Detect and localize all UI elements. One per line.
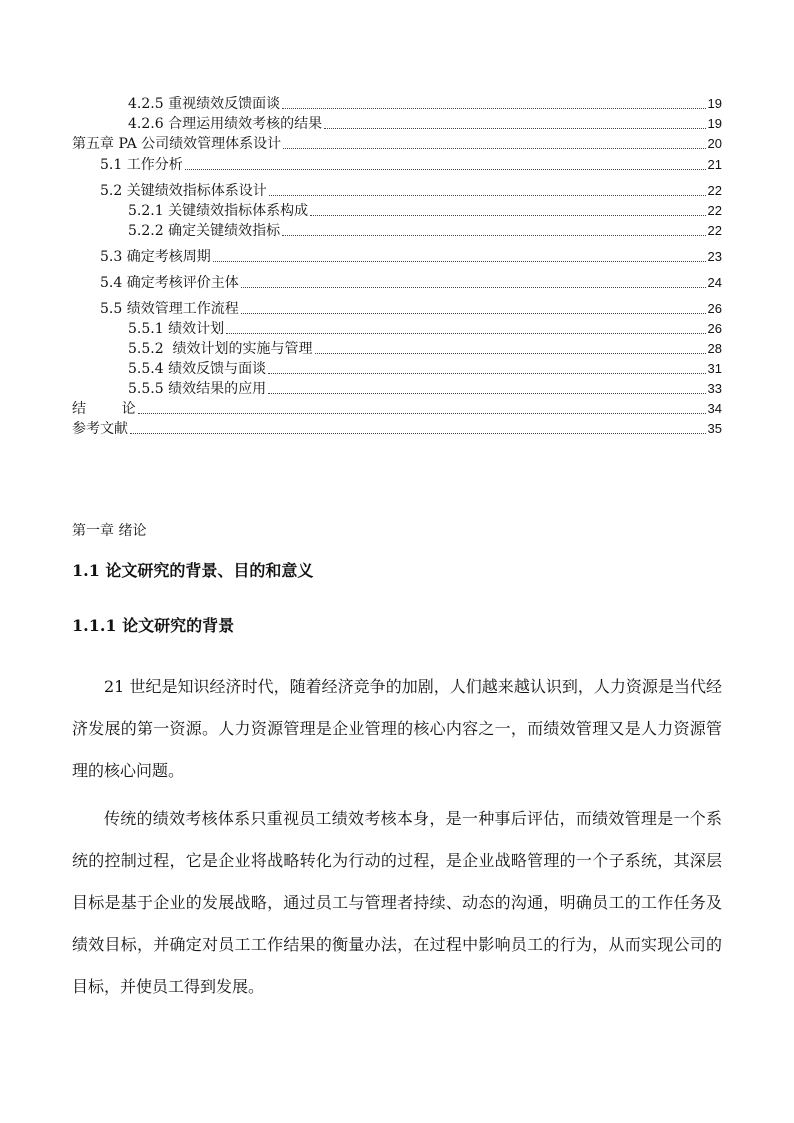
toc-entry-label: 5.5.2 绩效计划的实施与管理 <box>128 341 313 357</box>
toc-entry[interactable] <box>72 421 722 437</box>
toc-entry-label: 5.4 确定考核评价主体 <box>100 275 239 291</box>
toc-entry-page: 23 <box>707 249 722 264</box>
toc-entry-page: 31 <box>707 361 722 376</box>
toc-entry-page: 22 <box>707 203 722 218</box>
toc-entry[interactable] <box>72 157 722 173</box>
toc-leader-dots <box>315 353 706 354</box>
toc-leader-dots <box>226 333 705 334</box>
document-body <box>72 520 722 1014</box>
toc-leader-dots <box>282 108 705 109</box>
toc-entry[interactable] <box>72 321 722 337</box>
toc-entry-page: 20 <box>707 136 722 151</box>
body-paragraph: 21 世纪是知识经济时代，随着经济竞争的加剧，人们越来越认识到，人力资源是当代经济发展的第一资源。人力资源管理是企业管理的核心内容之一，而绩效管理又是人力资源管理的核心问题。 <box>72 677 722 780</box>
toc-leader-dots <box>138 413 706 414</box>
toc-entry[interactable] <box>72 381 722 397</box>
toc-leader-dots <box>269 195 706 196</box>
toc-entry-page: 22 <box>707 223 722 238</box>
toc-entry[interactable] <box>72 249 722 265</box>
toc-entry[interactable] <box>72 275 722 291</box>
toc-entry-page: 19 <box>707 116 722 131</box>
toc-entry-page: 34 <box>707 401 722 416</box>
toc-entry-label: 5.1 工作分析 <box>100 157 183 173</box>
toc-entry-label: 5.5.4 绩效反馈与面谈 <box>128 361 267 377</box>
toc-entry[interactable] <box>72 183 722 199</box>
toc-entry[interactable] <box>72 401 722 417</box>
toc-entry-label: 5.2 关键绩效指标体系设计 <box>100 183 267 199</box>
chapter-title: 第一章 绪论 <box>72 523 147 539</box>
toc-entry-page: 19 <box>707 96 722 111</box>
toc-entry-page: 26 <box>707 301 722 316</box>
table-of-contents <box>72 96 722 437</box>
toc-entry-page: 22 <box>707 183 722 198</box>
toc-entry[interactable] <box>72 301 722 317</box>
toc-entry-page: 24 <box>707 275 722 290</box>
toc-entry[interactable] <box>72 341 722 357</box>
toc-leader-dots <box>268 373 705 374</box>
toc-leader-dots <box>130 433 706 434</box>
toc-leader-dots <box>324 128 705 129</box>
toc-leader-dots <box>283 148 705 149</box>
toc-entry[interactable] <box>72 361 722 377</box>
toc-entry-label: 5.5.1 绩效计划 <box>128 321 225 337</box>
toc-entry-label: 结 论 <box>72 401 136 417</box>
toc-entry-page: 35 <box>707 421 722 436</box>
toc-leader-dots <box>241 287 706 288</box>
toc-entry-page: 33 <box>707 381 722 396</box>
toc-entry-label: 4.2.5 重视绩效反馈面谈 <box>128 96 281 112</box>
toc-entry[interactable] <box>72 96 722 112</box>
toc-leader-dots <box>282 235 705 236</box>
body-paragraph: 传统的绩效考核体系只重视员工绩效考核本身，是一种事后评估，而绩效管理是一个系统的控制过程，它是企业将战略转化为行动的过程，是企业战略管理的一个子系统，其深层目标是基于企业的发展战略，通过员工与管理者持续、动态的沟通，明确员工的工作任务及绩效目标，并确定对员工工作结果的衡量办法，在过程中影响员工的行为，从而实现公司的目标，并使员工得到发展。 <box>72 809 722 996</box>
toc-entry-label: 4.2.6 合理运用绩效考核的结果 <box>128 116 323 132</box>
toc-entry-label: 第五章 PA 公司绩效管理体系设计 <box>72 136 282 152</box>
toc-leader-dots <box>268 393 705 394</box>
toc-entry-page: 21 <box>707 157 722 172</box>
toc-entry-label: 5.2.2 确定关键绩效指标 <box>128 223 281 239</box>
toc-leader-dots <box>241 313 706 314</box>
toc-entry-page: 28 <box>707 341 722 356</box>
toc-leader-dots <box>310 215 705 216</box>
toc-entry-label: 5.5.5 绩效结果的应用 <box>128 381 267 397</box>
subsection-heading: 1.1.1 论文研究的背景 <box>72 616 235 635</box>
toc-entry[interactable] <box>72 203 722 219</box>
toc-entry-label: 5.3 确定考核周期 <box>100 249 211 265</box>
toc-entry-label: 5.2.1 关键绩效指标体系构成 <box>128 203 309 219</box>
toc-entry-label: 5.5 绩效管理工作流程 <box>100 301 239 317</box>
toc-entry[interactable] <box>72 116 722 132</box>
toc-entry-label: 参考文献 <box>72 421 128 437</box>
toc-leader-dots <box>185 169 706 170</box>
toc-entry-page: 26 <box>707 321 722 336</box>
toc-entry[interactable] <box>72 136 722 152</box>
toc-leader-dots <box>213 261 706 262</box>
section-heading: 1.1 论文研究的背景、目的和意义 <box>72 561 314 580</box>
toc-entry[interactable] <box>72 223 722 239</box>
